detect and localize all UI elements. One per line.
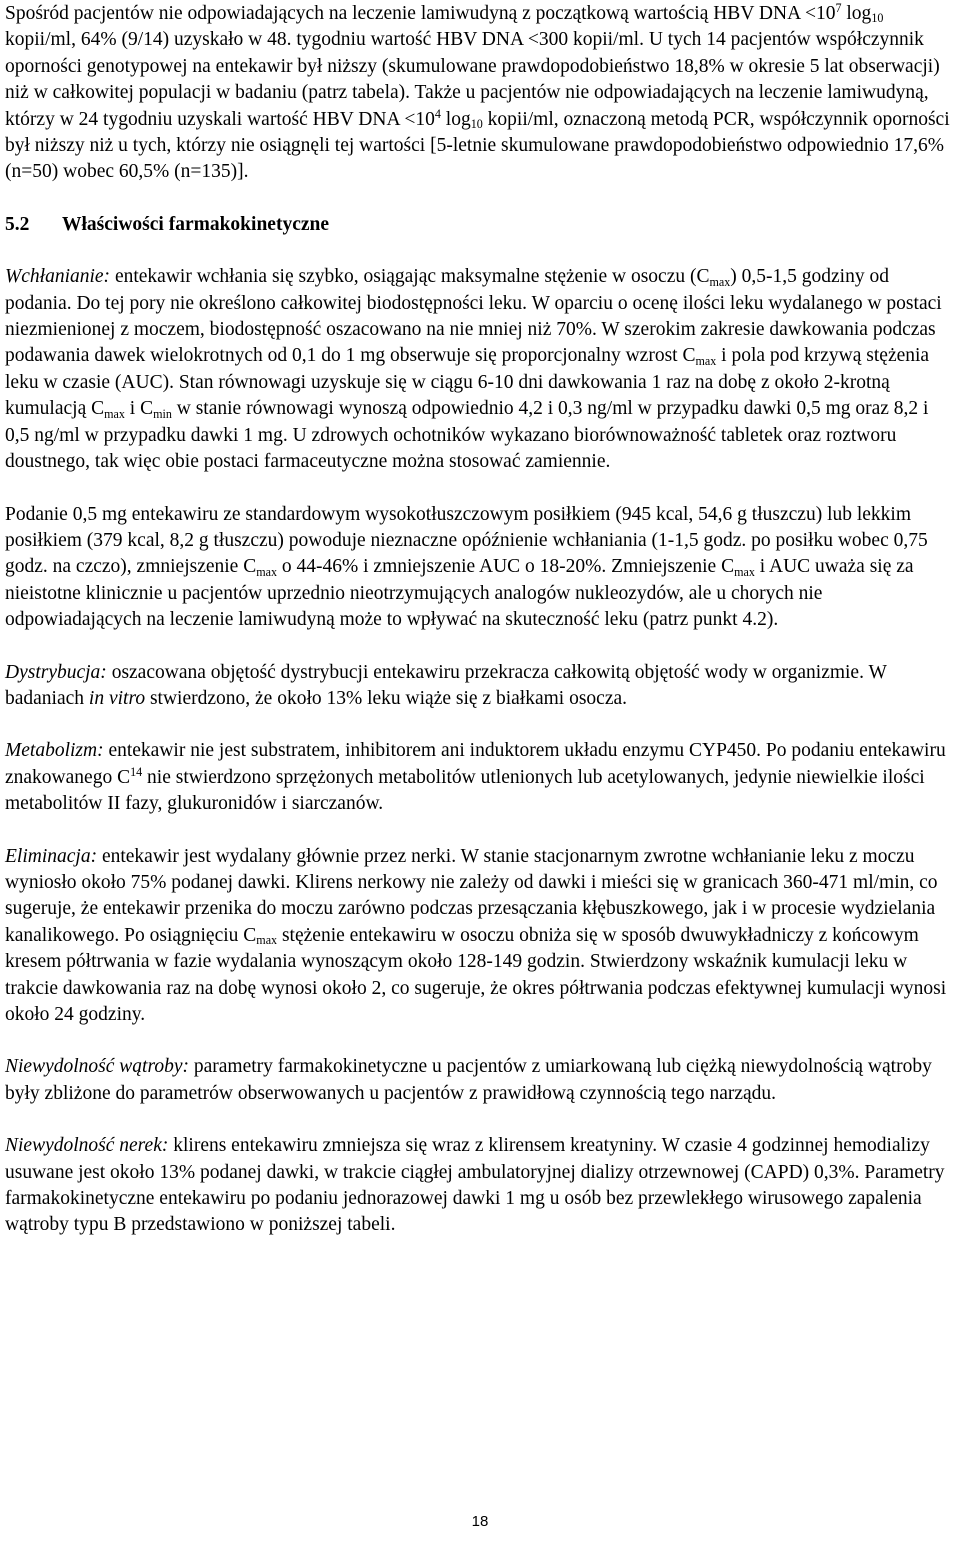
text-run: nie stwierdzono sprzężonych metabolitów utlenionych lub acetylowanych, jedynie niewielkie ilości metabolitów II fazy, glukuronidów i siarczanów.	[5, 766, 925, 815]
text-run: stężenie entekawiru w osoczu obniża się w sposób dwuwykładniczy z końcowym kresem półtrwania w fazie wydalania wynoszącym około 128-149 godzin. Stwierdzony wskaźnik kumulacji leku w trakcie dawkowania raz na dobę wynosi około 2, co sugeruje, że okres półtrwania podczas efektywnej kumulacji wynosi około 24 godziny.	[5, 924, 947, 1025]
subscript: max	[695, 353, 717, 368]
paragraph-label: Dystrybucja:	[5, 661, 107, 683]
paragraph-label: Niewydolność wątroby:	[5, 1056, 189, 1078]
paragraph-metabolism	[5, 738, 955, 817]
text-run: ) 0,5-1,5 godziny od podania. Do tej pory nie określono całkowitej biodostępności leku. W oparciu o ocenę ilości leku wydalanego w postaci niezmienionej z moczem, biodostępność oszacowano na nie mniej niż 70%. W szerokim zakresie dawkowania podczas podawania dawek wielokrotnych od 0,1 do 1 mg obserwuje się proporcjonalny wzrost C	[5, 266, 942, 367]
text-run: entekawir jest wydalany głównie przez nerki. W stanie stacjonarnym zwrotne wchłanianie leku z moczu wyniosło około 75% podanej dawki. Klirens nerkowy nie zależy od dawki i mieści się w granicach 360-471 ml/min, co sugeruje, że entekawir przenika do moczu zarówno podczas przesączania kłębuszkowego, jak i w procesie wydzielania kanalikowego. Po osiągnięciu C	[5, 845, 938, 946]
text-run: stwierdzono, że około 13% leku wiąże się z białkami osocza.	[145, 687, 627, 709]
paragraph-absorption	[5, 264, 955, 475]
text-run: log	[841, 3, 872, 24]
page-number: 18	[471, 1513, 489, 1530]
text-run: i C	[124, 398, 154, 420]
paragraph-label: Metabolizm:	[5, 740, 104, 762]
paragraph-renal-impairment	[5, 1133, 955, 1239]
superscript: 7	[835, 1, 842, 16]
subscript: max	[709, 274, 731, 289]
section-title: Właściwości farmakokinetyczne	[62, 213, 330, 235]
document-page	[5, 0, 955, 1265]
section-number: 5.2	[5, 213, 30, 235]
text-run: Spośród pacjentów nie odpowiadających na leczenie lamiwudyną z początkową wartością HBV DNA <10	[5, 3, 836, 24]
text-run: entekawir wchłania się szybko, osiągając maksymalne stężenie w osoczu (C	[110, 266, 710, 288]
subscript: max	[734, 564, 755, 579]
superscript: 4	[434, 106, 441, 121]
paragraph-label: Eliminacja:	[5, 845, 98, 867]
text-run: klirens entekawiru zmniejsza się wraz z klirensem kreatyniny. W czasie 4 godzinnej hemodializy usuwane jest około 13% podanej dawki, w trakcie ciągłej ambulatoryjnej dializy otrzewnowej (CAPD) 0,3%. Parametry farmakokinetyczne entekawiru po podaniu jednorazowej dawki 1 mg u osób bez przewlekłego wirusowego zapalenia wątroby typu B przedstawiono w poniższej tabeli.	[5, 1135, 945, 1236]
paragraph-distribution	[5, 660, 955, 713]
text-run: o 44-46% i zmniejszenie AUC o 18-20%. Zmniejszenie C	[277, 556, 735, 578]
paragraph-label: Wchłanianie:	[5, 266, 111, 288]
text-run: i AUC uważa się za nieistotne klinicznie u pacjentów uprzednio nieotrzymujących analogów nukleozydów, ale u chorych nie odpowiadających na leczenie lamiwudyną może to wpływać na skuteczność leku (patrz punkt 4.2).	[5, 556, 914, 631]
subscript: 10	[470, 117, 483, 131]
text-run: oszacowana objętość dystrybucji entekawiru przekracza całkowitą objętość wody w organizmie. W badaniach	[5, 661, 887, 709]
text-run: Podanie 0,5 mg entekawiru ze standardowym wysokotłuszczowym posiłkiem (945 kcal, 54,6 g tłuszczu) lub lekkim posiłkiem (379 kcal, 8,2 g tłuszczu) powoduje nieznaczne opóźnienie wchłaniania (1-1,5 godz. po posiłku wobec 0,75 godz. na czczo), zmniejszenie C	[5, 503, 928, 578]
superscript: 14	[130, 765, 143, 780]
paragraph-label: Niewydolność nerek:	[5, 1135, 169, 1157]
text-run: kopii/ml, 64% (9/14) uzyskało w 48. tygodniu wartość HBV DNA <300 kopii/ml. U tych 14 pacjentów współczynnik oporności genotypowej na entekawir był niższy (skumulowane prawdopodobieństwo 18,8% w okresie 5 lat obserwacji) niż w całkowitej populacji w badaniu (patrz tabela). Także u pacjentów nie odpowiadających na leczenie lamiwudyną, którzy w 24 tygodniu uzyskali wartość HBV DNA <10	[5, 29, 940, 130]
subscript: 10	[871, 11, 884, 26]
text-run: log	[440, 108, 471, 130]
paragraph-elimination	[5, 844, 955, 1029]
text-run: entekawir nie jest substratem, inhibitorem ani induktorem układu enzymu CYP450. Po podaniu entekawiru znakowanego C	[5, 740, 946, 788]
text-run: w stanie równowagi wynoszą odpowiednio 4,2 i 0,3 ng/ml w przypadku dawki 0,5 mg oraz 8,2 i 0,5 ng/ml w przypadku dawki 1 mg. U zdrowych ochotników wykazano biorównoważność tabletek oraz roztworu doustnego, tak więc obie postaci farmaceutyczne można stosować zamiennie.	[5, 398, 929, 473]
subscript: min	[153, 406, 172, 421]
paragraph-hepatic-impairment	[5, 1054, 955, 1107]
paragraph-food-effect	[5, 502, 955, 634]
subscript: max	[256, 564, 278, 579]
paragraph-lamivudine-nonresponders	[5, 1, 955, 186]
italic-text: in vitro	[88, 687, 146, 709]
text-run: i pola pod krzywą stężenia leku w czasie (AUC). Stan równowagi uzyskuje się w ciągu 6-10 dni dawkowania 1 raz na dobę z około 2-krotną kumulacją C	[5, 345, 930, 420]
text-run: kopii/ml, oznaczoną metodą PCR, współczynnik oporności był niższy niż u tych, którzy nie osiągnęli tej wartości [5-letnie skumulowane prawdopodobieństwo odpowiednio 17,6% (n=50) wobec 60,5% (n=135)].	[5, 108, 950, 183]
section-heading	[5, 212, 955, 238]
subscript: max	[256, 933, 278, 948]
text-run: parametry farmakokinetyczne u pacjentów z umiarkowaną lub ciężką niewydolnością wątroby były zbliżone do parametrów obserwowanych u pacjentów z prawidłową czynnością tego narządu.	[5, 1056, 932, 1104]
subscript: max	[104, 406, 125, 421]
